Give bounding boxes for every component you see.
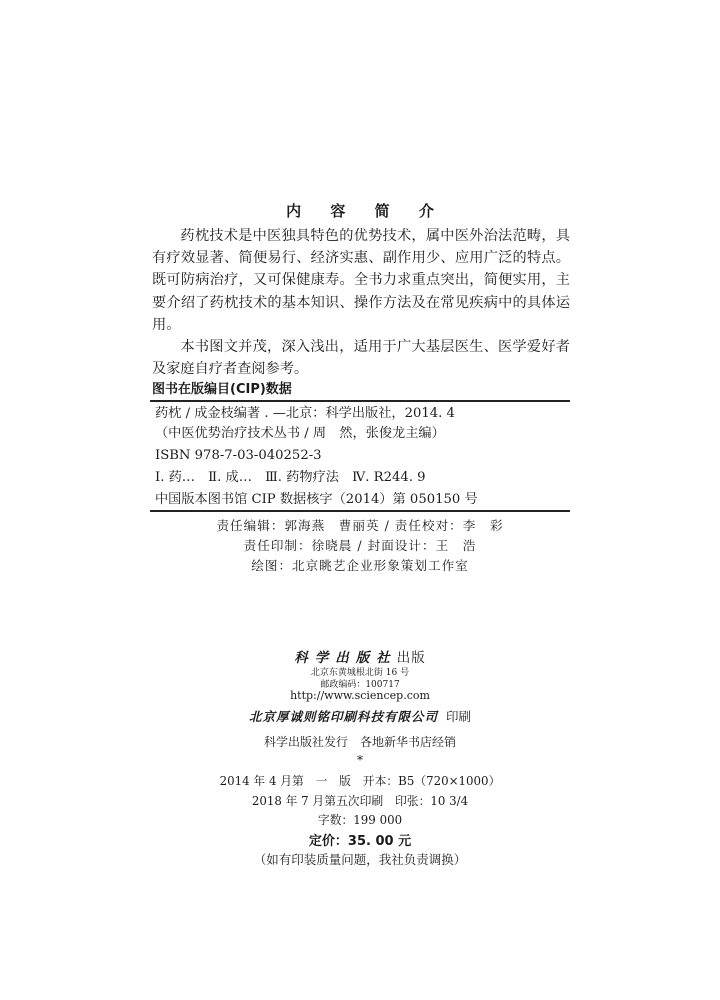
printer-suffix: 印刷 bbox=[445, 709, 471, 724]
summary-paragraph: 药枕技术是中医独具特色的优势技术，属中医外治法范畴，具有疗效显著、简便易行、经济实惠、副作用少、应用广泛的特点。既可防病治疗，又可保健康寿。全书力求重点突出，简便实用，主要介绍了药枕技术的基本知识、操作方法及在常见疾病中的具体运用。 bbox=[152, 228, 570, 333]
price: 定价：35. 00 元 bbox=[308, 834, 412, 849]
printer-line bbox=[0, 707, 720, 725]
edition-line: 2014 年 4 月第 一 版 开本：B5（720×1000） bbox=[219, 774, 501, 788]
publisher-address: 北京东黄城根北街 16 号 bbox=[310, 668, 410, 678]
cip-data-block bbox=[155, 404, 565, 510]
printer-name: 北京厚诚则铭印刷科技有限公司 bbox=[249, 709, 439, 724]
publisher-url: http://www.sciencep.com bbox=[290, 689, 430, 702]
cip-series-line: （中医优势治疗技术丛书 / 周 然，张俊龙主编） bbox=[155, 426, 445, 441]
summary-paragraph: 本书图文并茂，深入浅出，适用于广大基层医生、医学爱好者及家庭自疗者查阅参考。 bbox=[152, 339, 570, 378]
summary-title: 内 容 简 介 bbox=[286, 202, 446, 220]
publisher-name-suffix: 出版 bbox=[396, 650, 426, 666]
credits-production: 责任印制：徐晓晨 / 封面设计：王 浩 bbox=[243, 538, 477, 553]
publisher-postcode: 邮政编码：100717 bbox=[320, 680, 400, 690]
cip-title-line: 药枕 / 成金枝编著 . —北京：科学出版社，2014. 4 bbox=[155, 406, 455, 421]
quality-notice: （如有印装质量问题，我社负责调换） bbox=[253, 852, 467, 867]
cip-bottom-rule bbox=[150, 510, 570, 512]
word-count: 字数：199 000 bbox=[317, 813, 403, 827]
cip-isbn-line: ISBN 978-7-03-040252-3 bbox=[155, 448, 322, 463]
credits-editors: 责任编辑：郭海燕 曹丽英 / 责任校对：李 彩 bbox=[216, 518, 504, 533]
summary-body bbox=[152, 225, 570, 380]
cip-heading: 图书在版编目(CIP)数据 bbox=[152, 382, 292, 397]
credits-block bbox=[0, 516, 720, 576]
cip-record-number-line: 中国版本图书馆 CIP 数据核字（2014）第 050150 号 bbox=[155, 492, 478, 507]
credits-illustration: 绘图：北京眺艺企业形象策划工作室 bbox=[251, 558, 469, 573]
distribution-line: 科学出版社发行 各地新华书店经销 bbox=[263, 735, 456, 749]
cip-top-rule bbox=[150, 400, 570, 402]
printing-line: 2018 年 7 月第五次印刷 印张：10 3/4 bbox=[251, 794, 469, 808]
publisher-name bbox=[0, 646, 720, 666]
separator-asterisk: * bbox=[357, 753, 363, 767]
publisher-logo-text: 科学出版社 bbox=[294, 650, 397, 666]
cip-classification-line: Ⅰ. 药… Ⅱ. 成… Ⅲ. 药物疗法 Ⅳ. R244. 9 bbox=[155, 470, 426, 485]
